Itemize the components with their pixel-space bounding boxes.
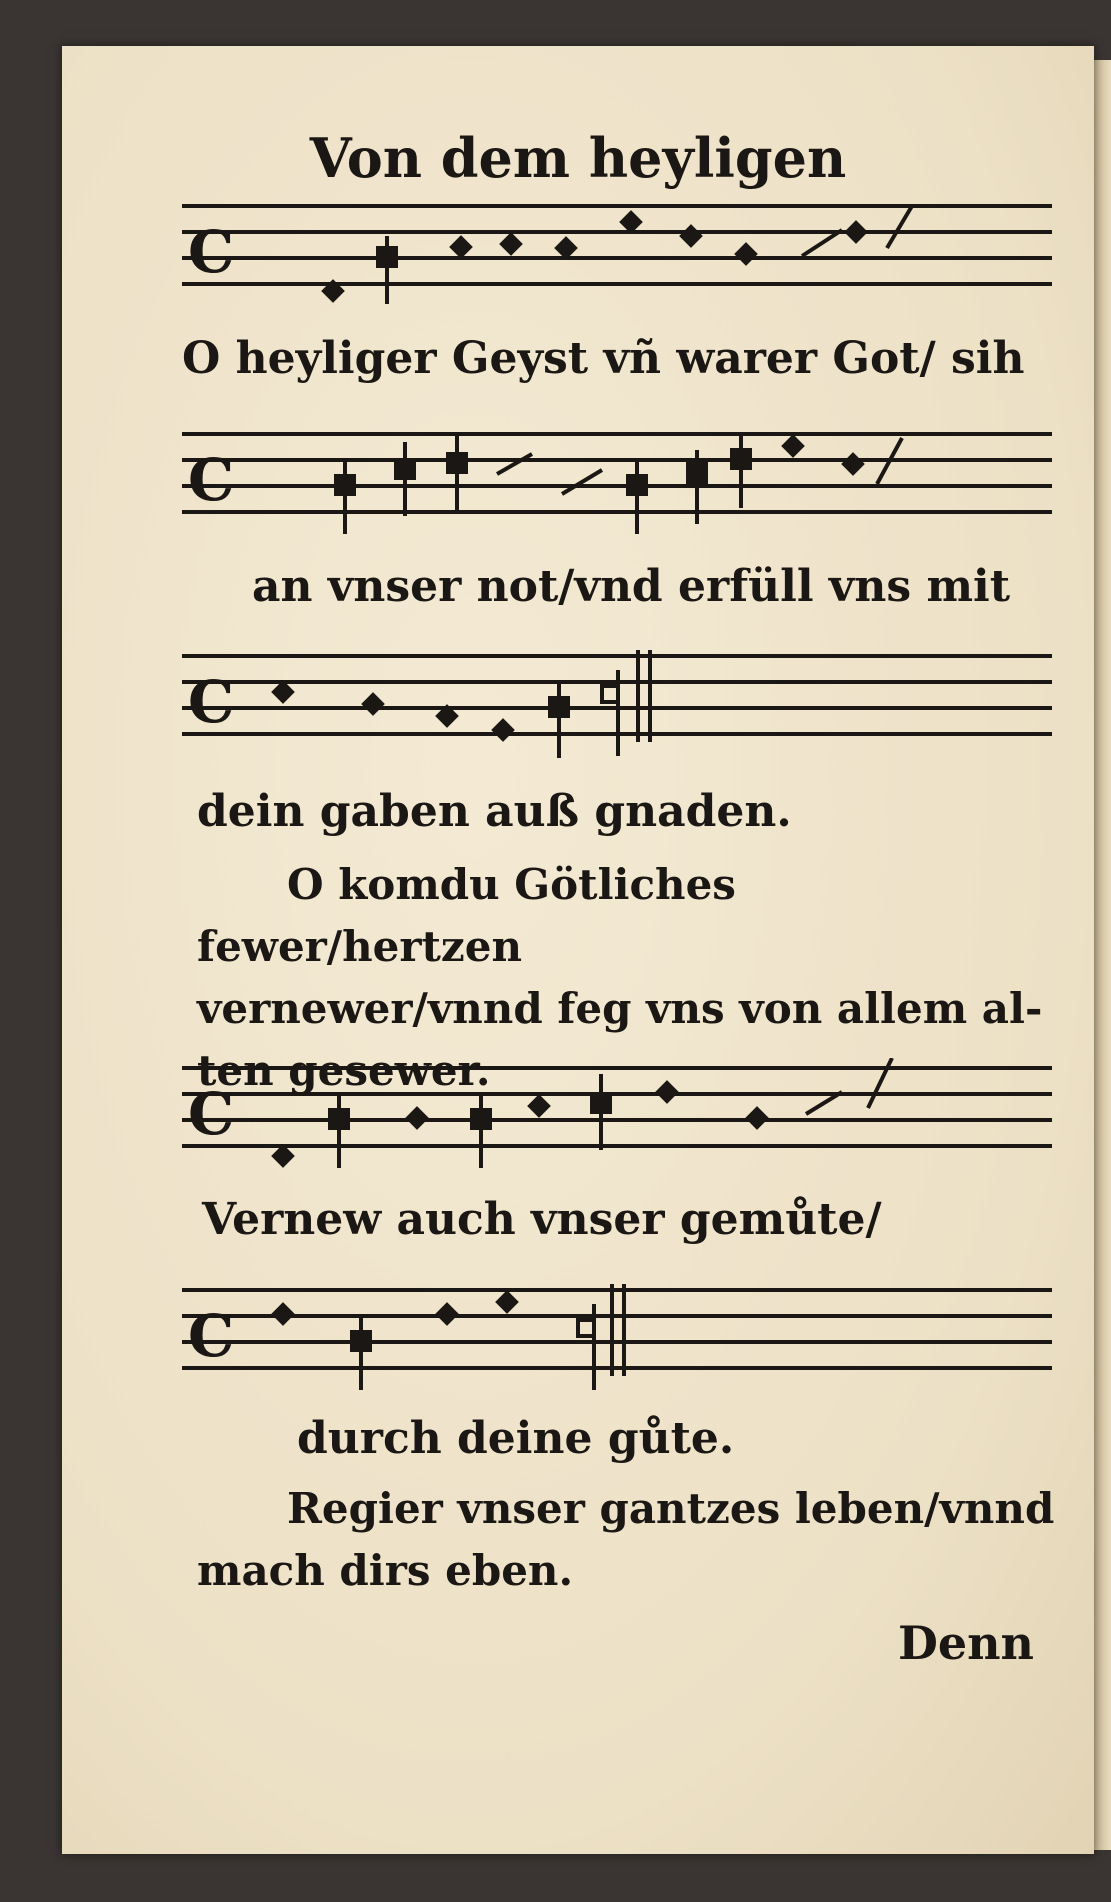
prose-line: mach dirs eben. <box>197 1546 574 1595</box>
prose-line: vernewer/vnnd feg vns von allem al- <box>197 984 1043 1033</box>
music-staff-3 <box>182 646 1052 766</box>
next-page-edge <box>1094 60 1111 1850</box>
prose-line: O komdu Götliches fewer/hertzen <box>197 860 736 971</box>
running-head: Von dem heyligen <box>309 126 847 190</box>
svg-text:C: C <box>188 1302 235 1370</box>
svg-text:C: C <box>188 668 235 736</box>
lyric-line-1: O heyliger Geyst vñ warer Got/ sih <box>182 333 1025 384</box>
lyric-line-2: an vnser not/vnd erfüll vns mit <box>252 561 1011 612</box>
svg-text:C: C <box>188 446 235 514</box>
prose-line: ten gesewer. <box>197 1046 491 1095</box>
svg-text:C: C <box>188 218 235 286</box>
music-staff-2 <box>182 424 1052 544</box>
lyric-line-5: durch deine gůte. <box>297 1413 735 1464</box>
prose-paragraph-2 <box>197 1478 1067 1602</box>
book-page <box>62 46 1094 1854</box>
music-staff-1 <box>182 196 1052 316</box>
catchword: Denn <box>897 1616 1034 1670</box>
music-staff-5 <box>182 1280 1052 1400</box>
prose-line: Regier vnser gantzes leben/vnnd <box>287 1484 1055 1533</box>
lyric-line-4: Vernew auch vnser gemůte/ <box>202 1194 882 1245</box>
music-staff-4 <box>182 1058 1052 1178</box>
svg-text:C: C <box>188 1080 235 1148</box>
lyric-line-3: dein gaben auß gnaden. <box>197 786 792 837</box>
